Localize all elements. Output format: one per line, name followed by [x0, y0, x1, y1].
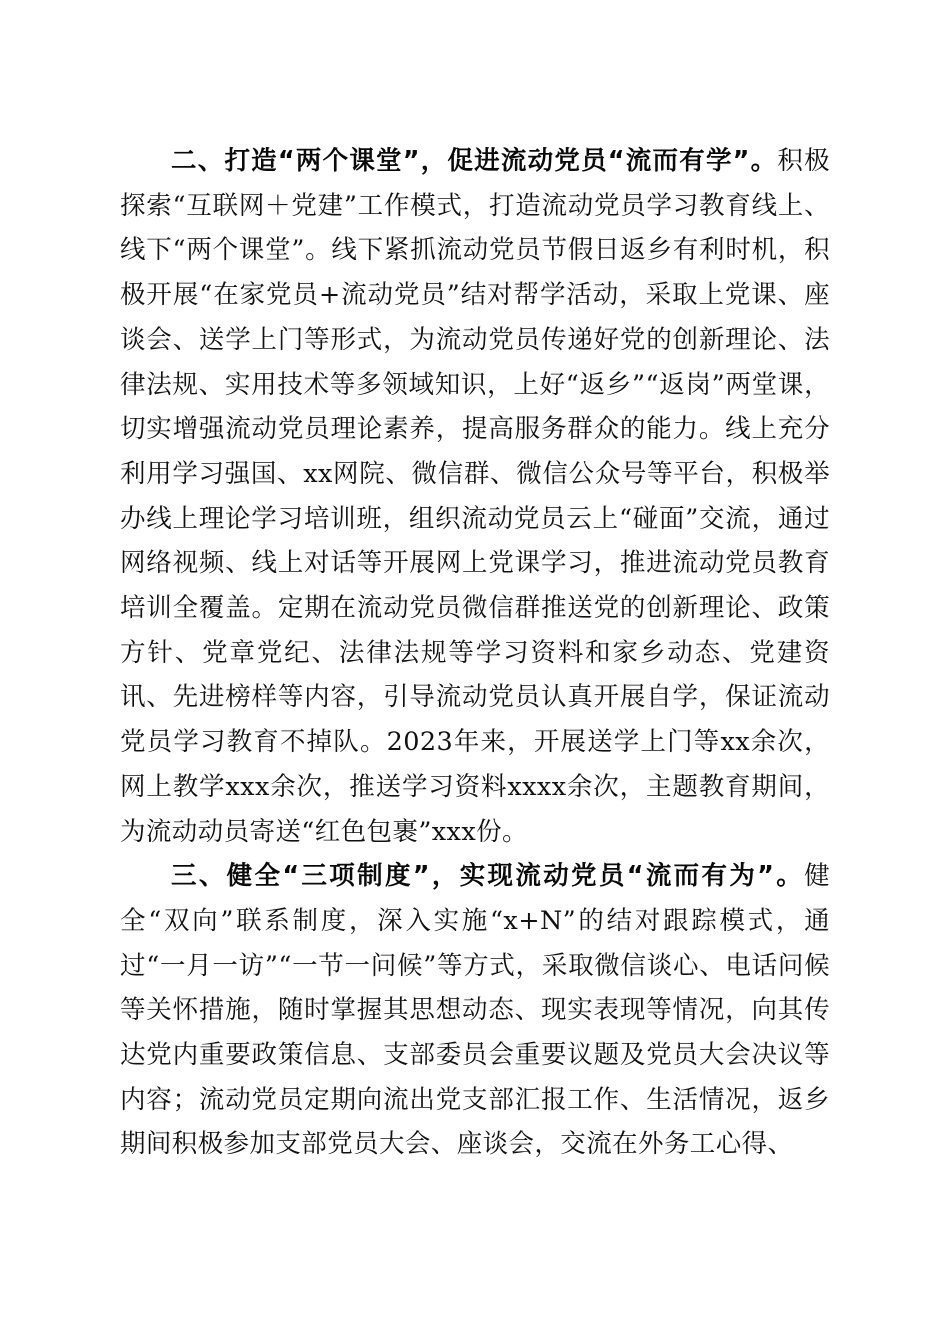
section-three-body: 健全“双向”联系制度，深入实施“x+N”的结对跟踪模式，通过“一月一访”“一节一问候”等方式，采取微信谈心、电话问候等关怀措施，随时掌握其思想动态、现实表现等情况，向其传达党内重要政策信息、支部委员会重要议题及党员大会决议等内容；流动党员定期向流出党支部汇报工作、生活情况，返乡期间积极参加支部党员大会、座谈会，交流在外务工心得、 [120, 861, 830, 1160]
section-two-paragraph [120, 139, 830, 854]
section-three-paragraph [120, 854, 830, 1167]
section-two-heading: 二、打造“两个课堂”，促进流动党员“流而有学”。 [171, 146, 778, 176]
section-three-heading: 三、健全“三项制度”，实现流动党员“流而有为”。 [171, 861, 805, 892]
document-body [120, 139, 830, 1167]
section-two-body: 积极探索“互联网＋党建”工作模式，打造流动党员学习教育线上、线下“两个课堂”。线下紧抓流动党员节假日返乡有利时机，积极开展“在家党员+流动党员”结对帮学活动，采取上党课、座谈会、送学上门等形式，为流动党员传递好党的创新理论、法律法规、实用技术等多领域知识，上好“返乡”“返岗”两堂课，切实增强流动党员理论素养，提高服务群众的能力。线上充分利用学习强国、xx网院、微信群、微信公众号等平台，积极举办线上理论学习培训班，组织流动党员云上“碰面”交流，通过网络视频、线上对话等开展网上党课学习，推进流动党员教育培训全覆盖。定期在流动党员微信群推送党的创新理论、政策方针、党章党纪、法律法规等学习资料和家乡动态、党建资讯、先进榜样等内容，引导流动党员认真开展自学，保证流动党员学习教育不掉队。2023年来，开展送学上门等xx余次，网上教学xxx余次，推送学习资料xxxx余次，主题教育期间，为流动动员寄送“红色包裹”xxx份。 [120, 146, 830, 847]
